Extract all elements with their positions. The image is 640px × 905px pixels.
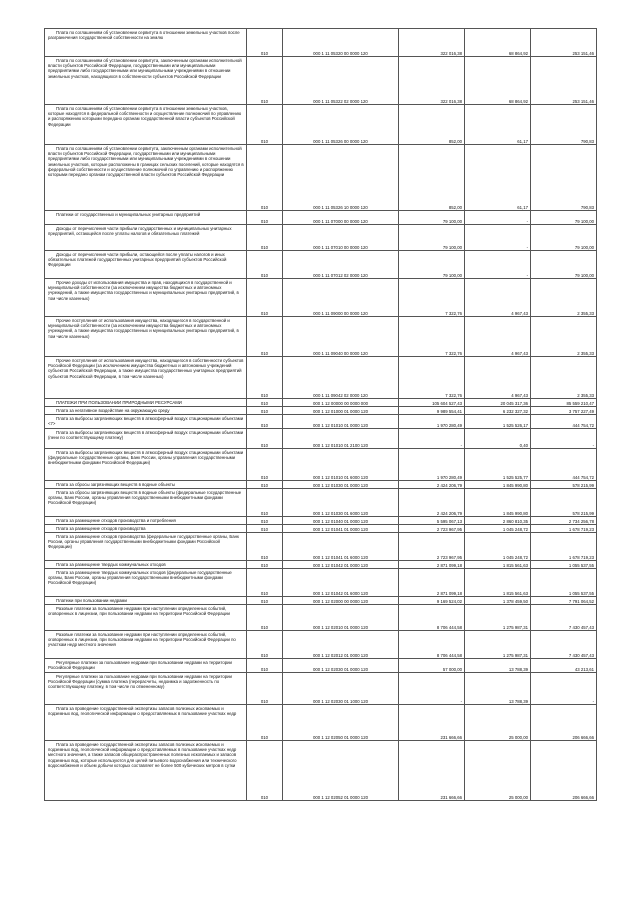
budget-code-cell: 000 1 11 09042 02 0000 120	[283, 357, 399, 399]
executed-amount-cell: 4 967,43	[465, 317, 531, 357]
approved-amount-cell: 8 706 444,58	[399, 631, 465, 659]
unexecuted-amount-cell: 206 666,66	[531, 705, 597, 741]
revenue-name-cell	[45, 145, 247, 211]
approved-amount-cell: 9 989 554,41	[399, 407, 465, 415]
unexecuted-amount-cell: 1 678 719,23	[531, 525, 597, 533]
revenue-name-text: Разовые платежи за пользование недрами при наступлении определенных событий, оговоренных в лицензии, при пользовании недрами на территории Российской Федерации по участкам недр местного значения	[48, 632, 236, 648]
unexecuted-amount-cell: 85 559 210,47	[531, 399, 597, 407]
budget-code-cell: 000 1 11 09000 00 0000 120	[283, 279, 399, 317]
revenue-name-cell	[45, 481, 247, 489]
unexecuted-amount-cell: 7 430 457,43	[531, 631, 597, 659]
budget-code-cell: 000 1 12 02030 01 0000 120	[283, 659, 399, 673]
table-row	[45, 605, 597, 631]
table-row	[45, 517, 597, 525]
unexecuted-amount-cell: 444 754,72	[531, 449, 597, 481]
approved-amount-cell: 79 100,00	[399, 225, 465, 251]
budget-code-cell: 000 1 12 00000 00 0000 000	[283, 399, 399, 407]
unexecuted-amount-cell: 253 151,46	[531, 29, 597, 57]
executed-amount-cell: 1 275 987,31	[465, 631, 531, 659]
line-code-cell: 010	[247, 279, 283, 317]
line-code-cell: 010	[247, 407, 283, 415]
revenue-name-cell	[45, 399, 247, 407]
revenue-name-cell	[45, 659, 247, 673]
revenue-name-text: Платежи при пользовании недрами	[56, 598, 127, 603]
revenue-table-body	[45, 29, 597, 801]
line-code-cell: 010	[247, 105, 283, 145]
revenue-table	[44, 28, 597, 801]
approved-amount-cell: 57 000,00	[399, 659, 465, 673]
revenue-name-text: Плата за выбросы загрязняющих веществ в атмосферный воздух стационарными объектами <7>	[48, 416, 244, 427]
budget-code-cell: 000 1 11 05320 00 0000 120	[283, 29, 399, 57]
budget-code-cell: 000 1 12 02010 01 0000 120	[283, 605, 399, 631]
approved-amount-cell: 79 100,00	[399, 251, 465, 279]
budget-code-cell: 000 1 11 07010 00 0000 120	[283, 225, 399, 251]
budget-code-cell: 000 1 12 01041 01 0000 120	[283, 525, 399, 533]
executed-amount-cell: 20 045 317,36	[465, 399, 531, 407]
executed-amount-cell: 2 860 810,35	[465, 517, 531, 525]
revenue-name-text: Плата за сбросы загрязняющих веществ в водные объекты	[56, 482, 175, 487]
revenue-name-cell	[45, 29, 247, 57]
revenue-name-text: Плата за размещение твердых коммунальных отходов (федеральные государственные органы, Банк России, органы управления государственными внебюджетными фондами Российской Федерации)	[48, 570, 232, 586]
revenue-name-cell	[45, 569, 247, 597]
unexecuted-amount-cell: -	[531, 673, 597, 705]
report-page	[44, 28, 596, 801]
executed-amount-cell: 13 788,39	[465, 673, 531, 705]
revenue-name-text: Плата за размещение отходов производства	[56, 526, 146, 531]
table-row	[45, 525, 597, 533]
revenue-name-cell	[45, 317, 247, 357]
executed-amount-cell: 1 045 248,72	[465, 533, 531, 561]
executed-amount-cell: 1 525 525,77	[465, 449, 531, 481]
table-row	[45, 741, 597, 801]
unexecuted-amount-cell: 444 754,72	[531, 415, 597, 429]
budget-code-cell: 000 1 11 07012 02 0000 120	[283, 251, 399, 279]
revenue-name-text: Плата за выбросы загрязняющих веществ в атмосферный воздух стационарными объектами (пени по соответствующему платежу)	[48, 430, 244, 441]
table-row	[45, 533, 597, 561]
revenue-name-cell	[45, 741, 247, 801]
table-row	[45, 705, 597, 741]
approved-amount-cell: 2 424 206,79	[399, 489, 465, 517]
line-code-cell: 010	[247, 449, 283, 481]
line-code-cell: 010	[247, 741, 283, 801]
line-code-cell: 010	[247, 561, 283, 569]
budget-code-cell: 000 1 12 01010 01 6000 120	[283, 449, 399, 481]
approved-amount-cell: 7 322,76	[399, 317, 465, 357]
revenue-name-cell	[45, 631, 247, 659]
table-row	[45, 415, 597, 429]
revenue-name-text: Регулярные платежи за пользование недрами при пользовании недрами на территории Российской Федерации	[48, 660, 232, 671]
budget-code-cell: 000 1 12 02050 01 0000 120	[283, 705, 399, 741]
line-code-cell: 010	[247, 251, 283, 279]
revenue-name-cell	[45, 489, 247, 517]
approved-amount-cell: 2 723 967,95	[399, 525, 465, 533]
revenue-name-cell	[45, 57, 247, 105]
revenue-name-text: Плата за размещение отходов производства и потребления	[56, 518, 176, 523]
table-row	[45, 211, 597, 225]
unexecuted-amount-cell: 3 757 227,49	[531, 407, 597, 415]
revenue-name-cell	[45, 279, 247, 317]
table-row	[45, 429, 597, 449]
line-code-cell: 010	[247, 533, 283, 561]
budget-code-cell: 000 1 12 01030 01 6000 120	[283, 489, 399, 517]
revenue-name-cell	[45, 225, 247, 251]
executed-amount-cell: 25 000,00	[465, 705, 531, 741]
budget-code-cell: 000 1 11 05326 10 0000 120	[283, 145, 399, 211]
table-row	[45, 279, 597, 317]
approved-amount-cell: 2 723 967,95	[399, 533, 465, 561]
unexecuted-amount-cell: 79 100,00	[531, 211, 597, 225]
revenue-name-cell	[45, 407, 247, 415]
revenue-name-cell	[45, 429, 247, 449]
unexecuted-amount-cell: 79 100,00	[531, 251, 597, 279]
approved-amount-cell: 322 016,38	[399, 57, 465, 105]
table-row	[45, 145, 597, 211]
revenue-name-text: Прочие доходы от использования имущества и прав, находящихся в государственной и муниципальной собственности (за исключением имущества бюджетных и автономных учреждений, а также имущества государственных и муниципальных унитарных предприятий, в том числе казенных)	[48, 280, 239, 301]
line-code-cell: 010	[247, 429, 283, 449]
revenue-name-text: Регулярные платежи за пользование недрами при пользовании недрами на территории Российской Федерации (сумма платежа (перерасчеты, недоимка и задолженность по соответствующему платежу, в том числе по отмененному)	[48, 674, 232, 690]
line-code-cell: 010	[247, 357, 283, 399]
executed-amount-cell: 6 232 327,32	[465, 407, 531, 415]
revenue-name-cell	[45, 251, 247, 279]
executed-amount-cell: 1 275 987,31	[465, 605, 531, 631]
line-code-cell: 010	[247, 399, 283, 407]
executed-amount-cell: -	[465, 225, 531, 251]
approved-amount-cell: 2 871 099,18	[399, 569, 465, 597]
line-code-cell: 010	[247, 317, 283, 357]
table-row	[45, 449, 597, 481]
executed-amount-cell: 61,17	[465, 105, 531, 145]
revenue-name-text: Плата по соглашениям об установлении сервитута, заключенным органами исполнительной власти субъектов Российской Федерации, государственными или муниципальными предприятиями либо государственными или муниципальными учреждениями в отношении земельных участков, находящихся в собственности субъектов Российской Федерации	[48, 58, 242, 79]
revenue-name-cell	[45, 525, 247, 533]
unexecuted-amount-cell: 206 666,66	[531, 741, 597, 801]
budget-code-cell: 000 1 12 01010 01 0000 120	[283, 415, 399, 429]
approved-amount-cell: 2 871 099,18	[399, 561, 465, 569]
line-code-cell: 010	[247, 705, 283, 741]
unexecuted-amount-cell: 2 734 256,78	[531, 517, 597, 525]
budget-code-cell: 000 1 11 07000 00 0000 120	[283, 211, 399, 225]
budget-code-cell: 000 1 11 05322 02 0000 120	[283, 57, 399, 105]
executed-amount-cell: 1 815 561,63	[465, 561, 531, 569]
budget-code-cell: 000 1 12 01042 01 0000 120	[283, 561, 399, 569]
line-code-cell: 010	[247, 605, 283, 631]
executed-amount-cell: 68 864,92	[465, 29, 531, 57]
line-code-cell: 010	[247, 225, 283, 251]
unexecuted-amount-cell: 578 215,99	[531, 481, 597, 489]
revenue-name-text: Плата за проведение государственной экспертизы запасов полезных ископаемых и подземных вод, геологической информации о предоставляемых в пользование участках недр местного значения, а также запасов общераспространенных полезных ископаемых и запасов подземных вод, которые используются для целей питьевого водоснабжения или технического водоснабжения и объем добычи которых составляет не более 500 кубических метров в сутки	[48, 742, 237, 768]
revenue-name-text: Плата по соглашениям об установлении сервитута, заключенным органами исполнительной власти субъектов Российской Федерации, государственными или муниципальными предприятиями либо государственными или муниципальными учреждениями в отношении земельных участков, которые расположены в границах сельских поселений, которые находятся в федеральной собственности и осуществление полномочий по управлению и распоряжению которыми передано органам государственной власти субъектов Российской Федерации	[48, 146, 244, 178]
approved-amount-cell: 1 970 280,49	[399, 449, 465, 481]
approved-amount-cell: 9 169 524,02	[399, 597, 465, 605]
table-row	[45, 105, 597, 145]
table-row	[45, 569, 597, 597]
executed-amount-cell: 25 000,00	[465, 741, 531, 801]
approved-amount-cell: 105 604 527,43	[399, 399, 465, 407]
revenue-name-cell	[45, 673, 247, 705]
unexecuted-amount-cell: 2 355,33	[531, 357, 597, 399]
unexecuted-amount-cell: -	[531, 429, 597, 449]
budget-code-cell: 000 1 12 01042 01 6000 120	[283, 569, 399, 597]
revenue-name-cell	[45, 705, 247, 741]
executed-amount-cell: -	[465, 211, 531, 225]
revenue-name-text: Плата за размещение твердых коммунальных отходов	[56, 562, 166, 567]
line-code-cell: 010	[247, 517, 283, 525]
approved-amount-cell: -	[399, 429, 465, 449]
executed-amount-cell: 1 378 459,50	[465, 597, 531, 605]
line-code-cell: 010	[247, 659, 283, 673]
revenue-name-text: Плата за размещение отходов производства (федеральные государственные органы, Банк России, органы управления государственными внебюджетными фондами Российской Федерации)	[48, 534, 239, 550]
approved-amount-cell: 79 100,00	[399, 211, 465, 225]
revenue-name-text: Прочие поступления от использования имущества, находящегося в собственности субъектов Российской Федерации (за исключением имущества бюджетных и автономных учреждений субъектов Российской Федерации, а также имущества государственных унитарных предприятий субъектов Российской Федерации, в том числе казенных)	[48, 358, 244, 379]
unexecuted-amount-cell: 1 678 719,23	[531, 533, 597, 561]
line-code-cell: 010	[247, 489, 283, 517]
budget-code-cell: 000 1 12 02000 00 0000 120	[283, 597, 399, 605]
unexecuted-amount-cell: 7 791 064,52	[531, 597, 597, 605]
executed-amount-cell: 1 045 248,72	[465, 525, 531, 533]
approved-amount-cell: -	[399, 673, 465, 705]
budget-code-cell: 000 1 12 01040 01 0000 120	[283, 517, 399, 525]
approved-amount-cell: 8 706 444,58	[399, 605, 465, 631]
budget-code-cell: 000 1 11 05326 00 0000 120	[283, 105, 399, 145]
table-row	[45, 597, 597, 605]
unexecuted-amount-cell: 7 430 457,43	[531, 605, 597, 631]
table-row	[45, 481, 597, 489]
approved-amount-cell: 7 322,76	[399, 279, 465, 317]
executed-amount-cell: 4 967,43	[465, 279, 531, 317]
executed-amount-cell: -	[465, 251, 531, 279]
table-row	[45, 251, 597, 279]
revenue-name-cell	[45, 415, 247, 429]
executed-amount-cell: 61,17	[465, 145, 531, 211]
revenue-name-cell	[45, 561, 247, 569]
approved-amount-cell: 231 666,66	[399, 741, 465, 801]
revenue-name-text: Плата по соглашениям об установлении сервитута в отношении земельных участков после разграничения государственной собственности на землю	[48, 30, 240, 41]
revenue-name-text: Платежи от государственных и муниципальных унитарных предприятий	[56, 212, 201, 217]
revenue-name-text: Плата за выбросы загрязняющих веществ в атмосферный воздух стационарными объектами (федеральные государственные органы, Банк России, органы управления государственными внебюджетными фондами Российской Федерации)	[48, 450, 244, 466]
revenue-name-text: Плата по соглашениям об установлении сервитута в отношении земельных участков, которые находятся в федеральной собственности и осуществление полномочий по управлению и распоряжению которыми передано органам государственной власти субъектов Российской Федерации	[48, 106, 242, 127]
budget-code-cell: 000 1 12 02012 01 0000 120	[283, 631, 399, 659]
budget-code-cell: 000 1 12 02052 01 0000 120	[283, 741, 399, 801]
line-code-cell: 010	[247, 673, 283, 705]
budget-code-cell: 000 1 12 02030 01 1000 120	[283, 673, 399, 705]
revenue-name-text: Плата за негативное воздействие на окружающую среду	[56, 408, 170, 413]
line-code-cell: 010	[247, 211, 283, 225]
executed-amount-cell: 1 815 561,63	[465, 569, 531, 597]
table-row	[45, 399, 597, 407]
revenue-name-text: Плата за проведение государственной экспертизы запасов полезных ископаемых и подземных вод, геологической информации о предоставляемых в пользование участках недр	[48, 706, 237, 717]
approved-amount-cell: 852,00	[399, 145, 465, 211]
budget-code-cell: 000 1 12 01030 01 0000 120	[283, 481, 399, 489]
unexecuted-amount-cell: 578 215,99	[531, 489, 597, 517]
unexecuted-amount-cell: 79 100,00	[531, 225, 597, 251]
unexecuted-amount-cell: 253 151,46	[531, 57, 597, 105]
line-code-cell: 010	[247, 569, 283, 597]
approved-amount-cell: 852,00	[399, 105, 465, 145]
unexecuted-amount-cell: 43 213,61	[531, 659, 597, 673]
table-row	[45, 57, 597, 105]
table-row	[45, 317, 597, 357]
revenue-name-cell	[45, 597, 247, 605]
line-code-cell: 010	[247, 597, 283, 605]
revenue-name-cell	[45, 517, 247, 525]
revenue-name-text: Плата за сбросы загрязняющих веществ в водные объекты (федеральные государственные органы, Банк России, органы управления государственными внебюджетными фондами Российской Федерации)	[48, 490, 242, 506]
executed-amount-cell: 1 845 990,80	[465, 489, 531, 517]
line-code-cell: 010	[247, 29, 283, 57]
table-row	[45, 29, 597, 57]
approved-amount-cell: 322 016,38	[399, 29, 465, 57]
revenue-name-cell	[45, 211, 247, 225]
revenue-name-cell	[45, 357, 247, 399]
revenue-name-cell	[45, 533, 247, 561]
table-row	[45, 357, 597, 399]
table-row	[45, 659, 597, 673]
unexecuted-amount-cell: 2 355,33	[531, 317, 597, 357]
revenue-name-text: Разовые платежи за пользование недрами при наступлении определенных событий, оговоренных в лицензии, при пользовании недрами на территории Российской Федерации	[48, 606, 230, 617]
table-row	[45, 561, 597, 569]
unexecuted-amount-cell: 1 055 537,55	[531, 569, 597, 597]
revenue-name-text: Доходы от перечисления части прибыли государственных и муниципальных унитарных предприятий, остающейся после уплаты налогов и обязательных платежей	[48, 226, 232, 237]
revenue-name-cell	[45, 605, 247, 631]
line-code-cell: 010	[247, 415, 283, 429]
line-code-cell: 010	[247, 145, 283, 211]
unexecuted-amount-cell: 790,83	[531, 145, 597, 211]
revenue-name-text: Прочие поступления от использования имущества, находящегося в государственной и муниципальной собственности (за исключением имущества бюджетных и автономных учреждений, а также имущества государственных и муниципальных унитарных предприятий, в том числе казенных)	[48, 318, 239, 339]
approved-amount-cell: 1 970 280,49	[399, 415, 465, 429]
executed-amount-cell: 0,40	[465, 429, 531, 449]
executed-amount-cell: 68 864,92	[465, 57, 531, 105]
table-row	[45, 225, 597, 251]
approved-amount-cell: 7 322,76	[399, 357, 465, 399]
unexecuted-amount-cell: 1 055 537,55	[531, 561, 597, 569]
revenue-name-cell	[45, 449, 247, 481]
table-row	[45, 489, 597, 517]
executed-amount-cell: 13 788,39	[465, 659, 531, 673]
approved-amount-cell: 231 666,66	[399, 705, 465, 741]
unexecuted-amount-cell: 2 355,33	[531, 279, 597, 317]
revenue-name-text: ПЛАТЕЖИ ПРИ ПОЛЬЗОВАНИИ ПРИРОДНЫМИ РЕСУРСАМИ	[56, 400, 182, 405]
budget-code-cell: 000 1 12 01000 01 0000 120	[283, 407, 399, 415]
approved-amount-cell: 5 595 067,13	[399, 517, 465, 525]
line-code-cell: 010	[247, 481, 283, 489]
table-row	[45, 631, 597, 659]
executed-amount-cell: 4 967,43	[465, 357, 531, 399]
line-code-cell: 010	[247, 525, 283, 533]
executed-amount-cell: 1 525 526,17	[465, 415, 531, 429]
budget-code-cell: 000 1 11 09040 00 0000 120	[283, 317, 399, 357]
revenue-name-cell	[45, 105, 247, 145]
table-row	[45, 673, 597, 705]
approved-amount-cell: 2 424 206,79	[399, 481, 465, 489]
revenue-name-text: Доходы от перечисления части прибыли, остающейся после уплаты налогов и иных обязательных платежей государственных унитарных предприятий субъектов Российской Федерации	[48, 252, 227, 268]
unexecuted-amount-cell: 790,83	[531, 105, 597, 145]
executed-amount-cell: 1 845 990,80	[465, 481, 531, 489]
table-row	[45, 407, 597, 415]
budget-code-cell: 000 1 12 01010 01 2100 120	[283, 429, 399, 449]
line-code-cell: 010	[247, 631, 283, 659]
line-code-cell: 010	[247, 57, 283, 105]
budget-code-cell: 000 1 12 01041 01 6000 120	[283, 533, 399, 561]
